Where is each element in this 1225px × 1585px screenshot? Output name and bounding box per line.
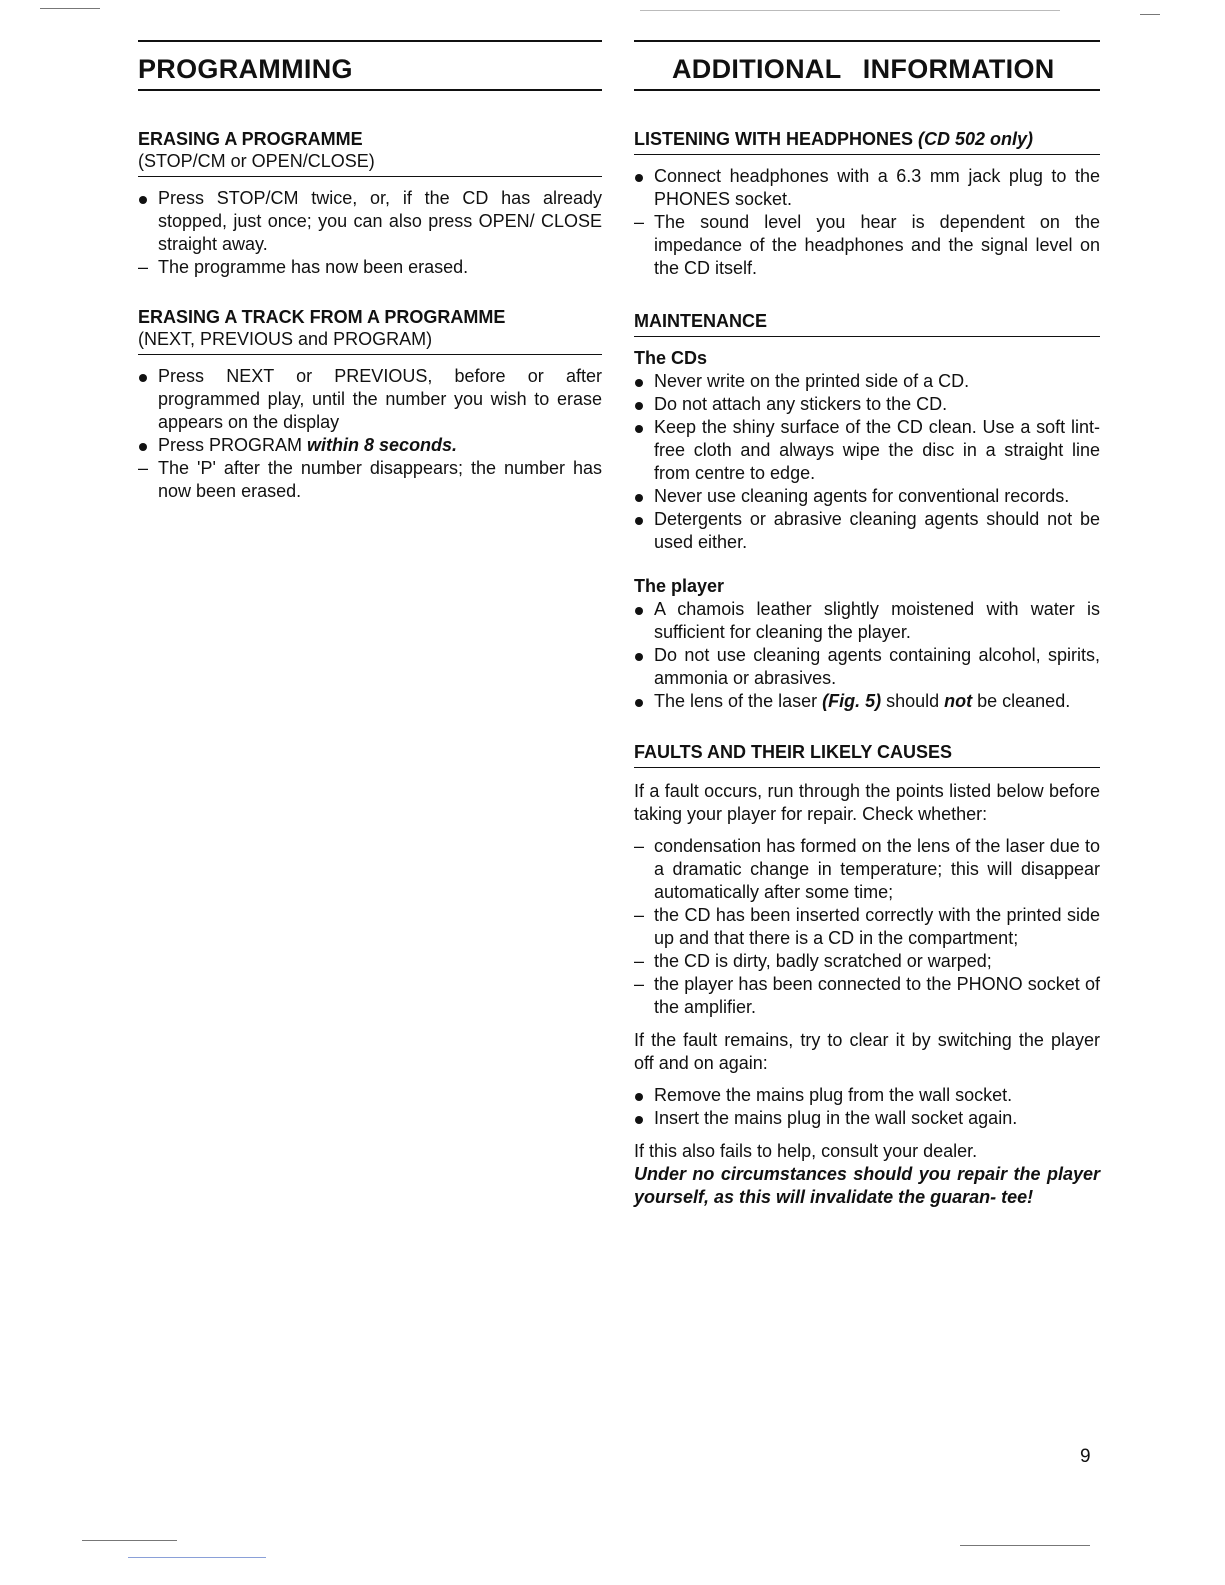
additional-information-heading: ADDITIONAL INFORMATION — [634, 40, 1100, 91]
section-title: ERASING A TRACK FROM A PROGRAMME — [138, 307, 506, 327]
scan-mark — [40, 8, 100, 9]
subheading-cds: The CDs — [634, 348, 708, 368]
dash-icon: – — [634, 212, 645, 232]
scan-mark — [1140, 14, 1160, 15]
list-item: – The programme has now been erased. — [138, 257, 469, 277]
bullet-icon — [634, 690, 650, 713]
list-item: – the CD has been inserted correctly with the printed side up and that there is a CD in the compartment; — [634, 905, 1100, 948]
list-item: Press NEXT or PREVIOUS, before or after programmed play, until the number you wish to erase appears on the display — [138, 365, 602, 434]
bullet-icon — [634, 485, 650, 508]
dash-icon: – — [138, 458, 149, 478]
bullet-icon — [634, 370, 650, 393]
dash-icon: – — [634, 974, 645, 994]
bullet-icon — [634, 393, 650, 416]
erasing-track-section — [138, 306, 602, 503]
list-item: Never write on the printed side of a CD. — [634, 370, 1100, 393]
page-number: 9 — [1080, 1446, 1091, 1467]
dash-icon: – — [634, 836, 645, 856]
dash-icon: – — [634, 951, 645, 971]
left-column — [138, 40, 602, 503]
list-item: Keep the shiny surface of the CD clean. Use a soft lint-free cloth and always wipe the disc in a straight line from centre to edge. — [634, 416, 1100, 485]
list-item: Insert the mains plug in the wall socket again. — [634, 1107, 1100, 1130]
scan-mark — [960, 1545, 1090, 1546]
faults-dealer: If this also fails to help, consult your dealer. — [634, 1141, 978, 1161]
headphones-section — [634, 128, 1100, 280]
bullet-icon — [634, 508, 650, 531]
section-subtitle: (STOP/CM or OPEN/CLOSE) — [138, 151, 375, 171]
section-subtitle: (NEXT, PREVIOUS and PROGRAM) — [138, 329, 433, 349]
section-title-block — [634, 128, 1100, 155]
bullet-icon — [634, 1107, 650, 1130]
faults-warning: Under no circumstances should you repair the player yourself, as this will invalidate the guaran- tee! — [634, 1164, 1100, 1207]
faults-section — [634, 741, 1100, 1209]
section-title: FAULTS AND THEIR LIKELY CAUSES — [634, 742, 953, 762]
list-item: Connect headphones with a 6.3 mm jack plug to the PHONES socket. — [634, 165, 1100, 211]
erasing-programme-section — [138, 128, 602, 279]
bullet-icon — [634, 598, 650, 621]
list-item: Never use cleaning agents for conventional records. — [634, 485, 1100, 508]
section-title-block — [138, 128, 602, 177]
scan-mark — [640, 10, 1060, 11]
list-item: – condensation has formed on the lens of the laser due to a dramatic change in temperature; this will disappear automatically after some time; — [634, 836, 1100, 902]
bullet-icon — [138, 434, 154, 457]
list-item: – the player has been connected to the PHONO socket of the amplifier. — [634, 974, 1100, 1017]
list-item: – the CD is dirty, badly scratched or warped; — [634, 951, 992, 971]
section-title: LISTENING WITH HEADPHONES (CD 502 only) — [634, 129, 1034, 149]
section-title-block — [634, 310, 1100, 337]
list-item: Remove the mains plug from the wall socket. — [634, 1084, 1100, 1107]
scan-mark — [128, 1557, 266, 1558]
list-item: A chamois leather slightly moistened with water is sufficient for cleaning the player. — [634, 598, 1100, 644]
list-item: Do not use cleaning agents containing alcohol, spirits, ammonia or abrasives. — [634, 644, 1100, 690]
maintenance-section — [634, 310, 1100, 713]
dash-icon: – — [634, 905, 645, 925]
list-item: Press STOP/CM twice, or, if the CD has already stopped, just once; you can also press OPEN/ CLOSE straight away. — [138, 187, 602, 256]
right-column — [634, 40, 1100, 1209]
section-title-block — [138, 306, 602, 355]
list-item: Do not attach any stickers to the CD. — [634, 393, 1100, 416]
subheading-player: The player — [634, 576, 725, 596]
programming-heading: PROGRAMMING — [138, 40, 602, 91]
faults-retry: If the fault remains, try to clear it by switching the player off and on again: — [634, 1030, 1100, 1073]
section-title: MAINTENANCE — [634, 311, 767, 331]
bullet-icon — [634, 644, 650, 667]
bullet-icon — [634, 1084, 650, 1107]
section-title-block — [634, 741, 1100, 768]
scan-mark — [82, 1540, 177, 1541]
list-item: The lens of the laser (Fig. 5) should not be cleaned. — [634, 690, 1100, 713]
bullet-icon — [138, 365, 154, 388]
list-item: – The 'P' after the number disappears; the number has now been erased. — [138, 458, 602, 501]
bullet-icon — [634, 165, 650, 188]
bullet-icon — [138, 187, 154, 210]
list-item: Press PROGRAM within 8 seconds. — [138, 434, 602, 457]
faults-intro: If a fault occurs, run through the points listed below before taking your player for repair. Check whether: — [634, 781, 1100, 824]
section-title: ERASING A PROGRAMME — [138, 129, 363, 149]
list-item: Detergents or abrasive cleaning agents should not be used either. — [634, 508, 1100, 554]
list-item: – The sound level you hear is dependent on the impedance of the headphones and the signal level on the CD itself. — [634, 212, 1100, 278]
bullet-icon — [634, 416, 650, 439]
dash-icon: – — [138, 257, 149, 277]
